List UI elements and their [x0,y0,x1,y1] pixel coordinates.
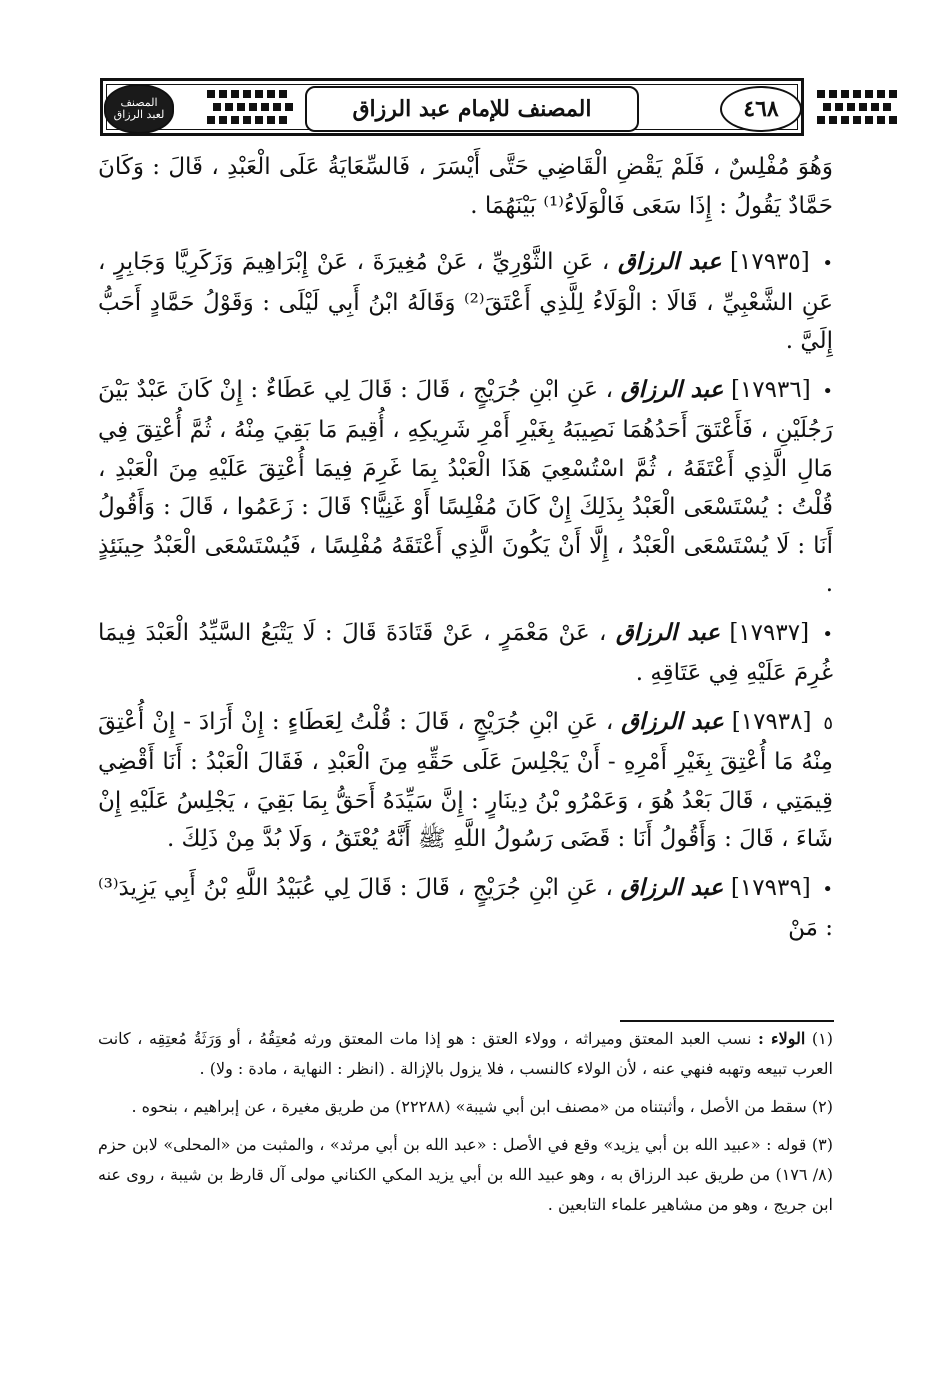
hadith-marker: • [822,253,834,274]
footnote-text: نسب العبد المعتق وميراثه ، وولاء العتق : هو إذا مات المعتق ورثه مُعتِقُهُ ، أو وَرَثَةُ مُعتِقِه ، كانت العرب تبيعه وتهبه فنهي عنه ، لأن الولاء كالنسب ، فلا يزول بالإزالة . (انظر : النهاية ، مادة : ولا) . [98,1029,833,1078]
footnote-text: سقط من الأصل ، وأثبتناه من «مصنف ابن أبي شيبة» (٢٢٢٨٨) من طريق مغيرة ، عن إبراهيم ، بنحوه . [131,1097,807,1116]
seal-line-2: لعبد الرزاق [113,108,165,121]
page-number: ٤٦٨ [743,96,779,122]
hadith-number: [١٧٩٣٧] [729,619,810,646]
hadith-17935 [98,243,833,361]
hadith-17938 [98,703,833,859]
hadith-number: [١٧٩٣٥] [730,249,810,275]
hadith-author: عبد الرزاق [620,375,724,403]
hadith-marker: • [822,623,834,645]
footnote-number: (١) [811,1029,833,1048]
footnote-headword: الولاء : [758,1029,806,1048]
book-title-cartouche [305,86,639,132]
hadith-text: ، عَنِ ابْنِ جُرَيْجٍ ، قَالَ : قُلْتُ لِعَطَاءٍ : إِنْ أَرَادَ - إِنْ أُعْتِقَ مِنْهُ مَا أُعْتِقَ بِغَيْرِ أَمْرِهِ - أَنْ يَجْلِسَ عَلَى حَقِّهِ مِنَ الْعَبْدِ ، فَقَالَ الْعَبْدُ : أَنَا أَقْضِي قِيمَتِي ، قَالَ بَعْدُ هُوَ ، وَعَمْرُو بْنُ دِينَارٍ : إِنَّ سَيِّدَهُ أَحَقُّ بِمَا بَقِيَ ، يَجْلِسُ عَلَيْهِ إِنْ شَاءَ ، قَالَ : وَأَقُولُ أَنَا : قَضَى رَسُولُ اللَّهِ ﷺ أَنَّهُ يُعْتَقُ ، وَلَا بُدَّ مِنْ ذَلِكَ . [98,708,833,852]
footnote-2 [98,1092,833,1122]
hadith-number: [١٧٩٣٩] [730,874,811,901]
hadith-17937 [98,614,833,693]
footnotes [98,1024,833,1228]
hadith-text: ، عَنِ ابْنِ جُرَيْجٍ ، قَالَ : قَالَ لِي عُبَيْدُ اللَّهِ بْنُ أَبِي يَزِيدَ⁽³⁾ : مَنْ [98,874,833,941]
hadith-text: ، عَنْ مَعْمَرٍ ، عَنْ قَتَادَةَ قَالَ : لَا يَتْبَعُ السَّيِّدُ الْعَبْدَ فِيمَا غُرِمَ عَلَيْهِ فِي عَتَاقِهِ . [98,619,833,686]
hadith-marker: ٥ [823,712,834,734]
footnote-number: (٢) [811,1097,833,1116]
footnote-3 [98,1130,833,1220]
ornament-left [203,86,299,128]
footnote-number: (٣) [811,1135,833,1154]
paragraph-text: وَهُوَ مُفْلِسٌ ، فَلَمْ يَقْضِ الْقَاضِي حَتَّى أَيْسَرَ ، فَالسِّعَايَةُ عَلَى الْعَبْدِ ، قَالَ : وَكَانَ حَمَّادٌ يَقُولُ : إِذَا سَعَى فَالْوَلَاءُ⁽¹⁾ بَيْنَهُمَا . [98,154,833,219]
hadith-marker: • [822,380,834,402]
hadith-text: ، عَنِ ابْنِ جُرَيْجٍ ، قَالَ : قَالَ لِي عَطَاءٌ : إِنْ كَانَ عَبْدٌ بَيْنَ رَجُلَيْنِ ، فَأَعْتَقَ أَحَدُهُمَا نَصِيبَهُ بِغَيْرِ أَمْرِ شَرِيكِهِ ، أُقِيمَ مَا بَقِيَ مِنْهُ ، ثُمَّ أُعْتِقَ فِي مَالِ الَّذِي أَعْتَقَهُ ، ثُمَّ اسْتُسْعِيَ هَذَا الْعَبْدُ بِمَا غَرِمَ فِيمَا أُعْتِقَ عَلَيْهِ مِنَ الْعَبْدِ ، قُلْتُ : يُسْتَسْعَى الْعَبْدُ بِذَلِكَ إِنْ كَانَ مُفْلِسًا أَوْ غَنِيًّا؟ قَالَ : زَعَمُوا ، قَالَ : وَأَقُولُ أَنَا : لَا يُسْتَسْعَى الْعَبْدُ ، إِلَّا أَنْ يَكُونَ الَّذِي أَعْتَقَهُ مُفْلِسًا ، فَيُسْتَسْعَى الْعَبْدُ حِينَئِذٍ . [98,376,833,597]
footnote-divider [620,1020,834,1022]
hadith-text: ، عَنِ الثَّوْرِيِّ ، عَنْ مُغِيرَةَ ، عَنْ إِبْرَاهِيمَ وَزَكَرِيَّا وَجَابِرٍ ، عَنِ الشَّعْبِيِّ ، قَالَا : الْوَلَاءُ لِلَّذِي أَعْتَقَ⁽²⁾ وَقَالَهُ ابْنُ أَبِي لَيْلَى : وَقَوْلُ حَمَّادٍ أَحَبُّ إِلَيَّ . [98,249,833,354]
hadith-author: عبد الرزاق [615,618,720,646]
hadith-author: عبد الرزاق [617,248,722,275]
hadith-number: [١٧٩٣٨] [731,708,812,735]
seal-line-1: المصنف [120,96,158,109]
hadith-author: عبد الرزاق [621,707,724,735]
hadith-17939 [98,869,833,948]
hadith-author: عبد الرزاق [620,873,724,901]
footnote-1 [98,1024,833,1084]
book-title: المصنف للإمام عبد الرزاق [352,96,592,122]
hadith-17936 [98,371,833,604]
footnote-text: قوله : «عبيد الله بن أبي يزيد» وقع في الأصل : «عبد الله بن أبي مرثد» ، والمثبت من «المحلى» لابن حزم (٨/ ١٧٦) من طريق عبد الرزاق به ، وهو عبيد الله بن أبي يزيد المكي الكناني مولى آل قارظ بن شيبة ، روى عنه ابن جريج ، وهو من مشاهير علماء التابعين . [98,1135,833,1214]
book-seal-logo [104,84,174,134]
hadith-number: [١٧٩٣٦] [730,376,811,403]
main-text [98,148,833,958]
paragraph-continuation [98,148,833,225]
ornament-right [813,86,903,128]
page-number-badge [720,86,802,132]
hadith-marker: • [822,878,833,900]
